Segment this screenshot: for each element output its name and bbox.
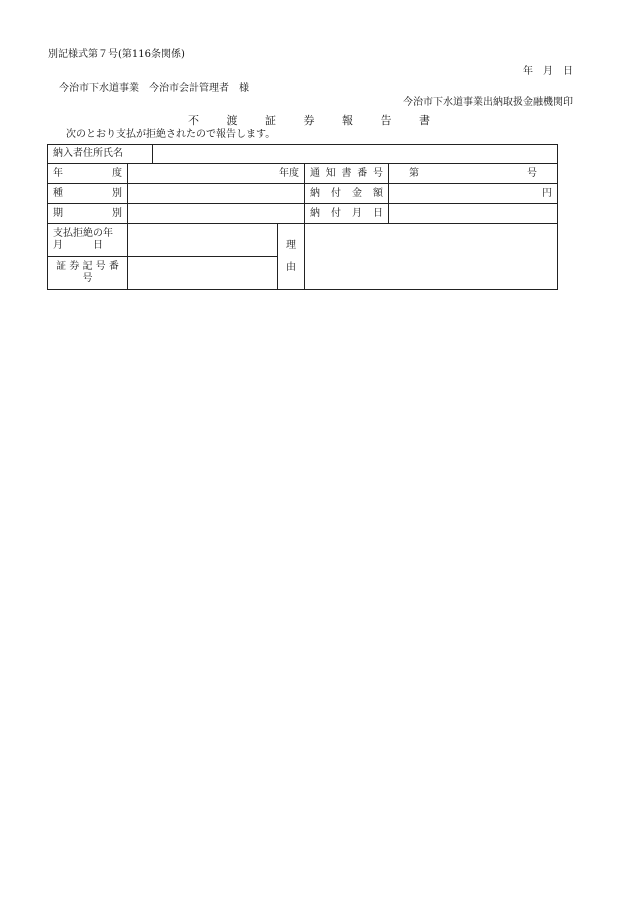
fiscal-year-label: 年 度 — [48, 164, 128, 184]
notice-number-field[interactable] — [389, 164, 558, 184]
document-title: 不 渡 証 券 報 告 書 — [188, 114, 442, 127]
period-field[interactable] — [128, 204, 305, 224]
payment-amount-unit: 円 — [542, 187, 552, 199]
refusal-date-label: 支払拒絶の年月 日 — [48, 224, 128, 257]
table-row — [48, 145, 558, 164]
payer-label: 納入者住所氏名 — [48, 145, 153, 164]
notice-number-suffix: 号 — [527, 167, 537, 179]
notice-number-prefix: 第 — [409, 167, 419, 179]
payment-date-label: 納 付 月 日 — [305, 204, 389, 224]
reason-field[interactable] — [305, 224, 558, 290]
security-number-field[interactable] — [128, 257, 278, 290]
period-label: 期 別 — [48, 204, 128, 224]
payment-date-field[interactable] — [389, 204, 558, 224]
table-row — [48, 204, 558, 224]
table-row — [48, 224, 558, 257]
date-line: 年 月 日 — [523, 66, 573, 77]
reason-label-char-2: 由 — [286, 261, 296, 273]
table-row — [48, 184, 558, 204]
addressee: 今治市下水道事業 今治市会計管理者 様 — [59, 83, 249, 94]
fiscal-year-field[interactable] — [128, 164, 305, 184]
fiscal-year-suffix: 年度 — [279, 167, 299, 179]
notice-number-label: 通 知 書 番 号 — [305, 164, 389, 184]
payment-amount-label: 納 付 金 額 — [305, 184, 389, 204]
issuer-seal-line: 今治市下水道事業出納取扱金融機関印 — [403, 97, 573, 108]
type-field[interactable] — [128, 184, 305, 204]
payment-amount-field[interactable] — [389, 184, 558, 204]
reason-label — [278, 224, 305, 290]
payer-field[interactable] — [153, 145, 558, 164]
intro-text: 次のとおり支払が拒絶されたので報告します。 — [66, 129, 276, 140]
report-form-table — [47, 144, 558, 290]
reason-label-char-1: 理 — [286, 239, 296, 251]
form-reference: 別記様式第７号(第116条関係) — [48, 49, 185, 60]
table-row — [48, 164, 558, 184]
type-label: 種 別 — [48, 184, 128, 204]
refusal-date-field[interactable] — [128, 224, 278, 257]
security-number-label: 証 券 記 号 番 号 — [48, 257, 128, 290]
